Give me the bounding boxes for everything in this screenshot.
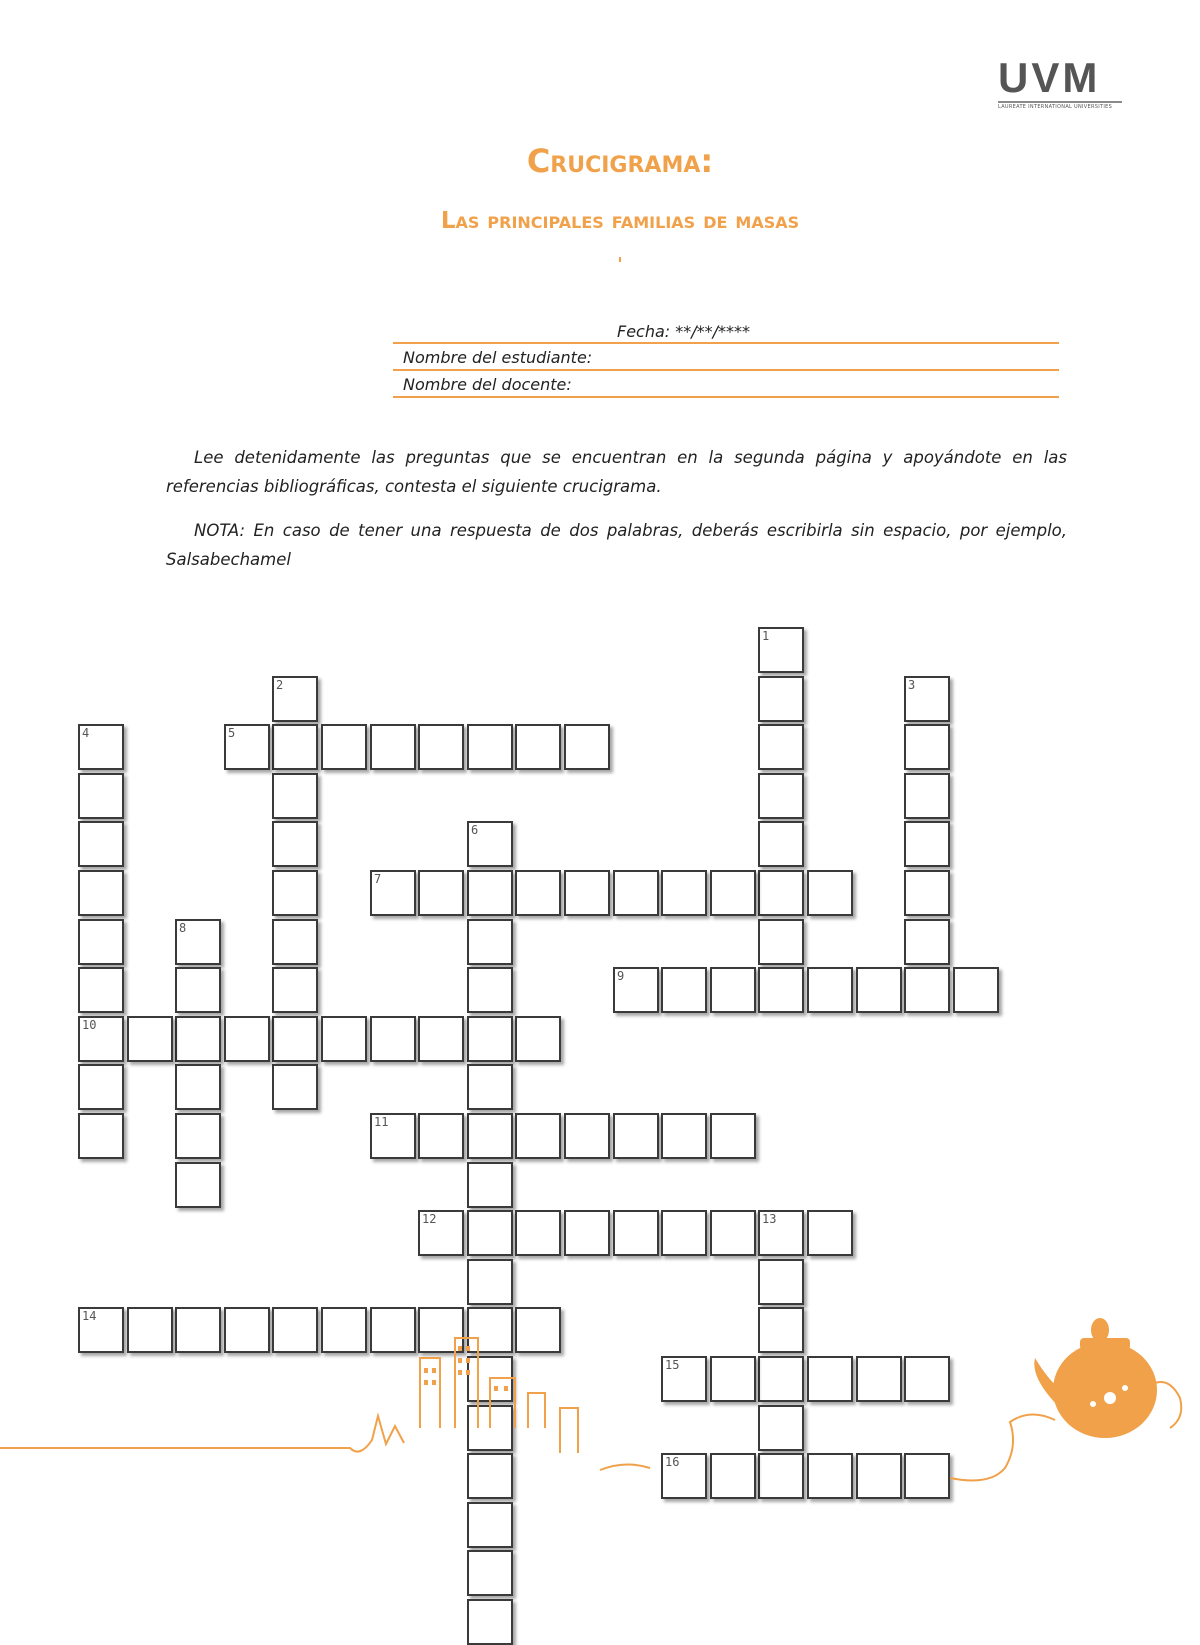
crossword-cell[interactable]: [272, 870, 318, 916]
crossword-cell[interactable]: [321, 1016, 367, 1062]
uvm-logo: [998, 54, 1122, 110]
crossword-cell[interactable]: [758, 967, 804, 1013]
clue-number: 4: [82, 726, 90, 740]
crossword-cell[interactable]: [78, 870, 124, 916]
instructions-paragraph: Lee detenidamente las preguntas que se encuentran en la segunda página y apoyándote en las referencias bibliográficas, contesta el siguiente crucigrama.: [166, 448, 1067, 496]
clue-number: 14: [82, 1309, 97, 1323]
crossword-cell[interactable]: [904, 919, 950, 965]
crossword-cell[interactable]: [370, 870, 416, 916]
crossword-cell[interactable]: [78, 967, 124, 1013]
clue-number: 13: [762, 1212, 777, 1226]
crossword-cell[interactable]: [758, 1210, 804, 1256]
crossword-cell[interactable]: [175, 1016, 221, 1062]
crossword-cell[interactable]: [710, 1210, 756, 1256]
crossword-cell[interactable]: [175, 1064, 221, 1110]
clue-number: 8: [179, 921, 187, 935]
crossword-cell[interactable]: [758, 627, 804, 673]
crossword-cell[interactable]: [467, 1162, 513, 1208]
crossword-cell[interactable]: [78, 919, 124, 965]
crossword-cell[interactable]: [127, 1016, 173, 1062]
crossword-cell[interactable]: [904, 773, 950, 819]
teacher-name-field[interactable]: Nombre del docente:: [393, 371, 1059, 398]
crossword-cell[interactable]: [758, 821, 804, 867]
clue-number: 15: [665, 1358, 680, 1372]
crossword-cell[interactable]: [564, 724, 610, 770]
crossword-cell[interactable]: [710, 870, 756, 916]
clue-number: 5: [228, 726, 236, 740]
crossword-cell[interactable]: [661, 1210, 707, 1256]
crossword-cell[interactable]: [224, 1016, 270, 1062]
crossword-cell[interactable]: [613, 967, 659, 1013]
clue-number: 16: [665, 1455, 680, 1469]
crossword-cell[interactable]: [370, 1113, 416, 1159]
clue-number: 12: [422, 1212, 437, 1226]
crossword-cell[interactable]: [418, 1016, 464, 1062]
crossword-cell[interactable]: [758, 919, 804, 965]
crossword-cell[interactable]: [418, 1210, 464, 1256]
clue-number: 10: [82, 1018, 97, 1032]
clue-number: 3: [908, 678, 916, 692]
clue-number: 1: [762, 629, 770, 643]
crossword-cell[interactable]: [78, 821, 124, 867]
crossword-cell[interactable]: [807, 1210, 853, 1256]
crossword-cell[interactable]: [175, 1162, 221, 1208]
page-title: Crucigrama:: [526, 142, 714, 180]
crossword-cell[interactable]: [467, 1113, 513, 1159]
date-field[interactable]: Fecha: **/**/****: [393, 318, 1059, 344]
crossword-cell[interactable]: [807, 870, 853, 916]
crossword-cell[interactable]: [515, 724, 561, 770]
crossword-cell[interactable]: [78, 1113, 124, 1159]
crossword-cell[interactable]: [78, 1064, 124, 1110]
crossword-cell[interactable]: [418, 1113, 464, 1159]
crossword-cell[interactable]: [758, 773, 804, 819]
crossword-cell[interactable]: [370, 1016, 416, 1062]
crossword-cell[interactable]: [272, 773, 318, 819]
crossword-cell[interactable]: [467, 1016, 513, 1062]
crossword-cell[interactable]: [515, 1113, 561, 1159]
crossword-cell[interactable]: [321, 724, 367, 770]
crossword-cell[interactable]: [904, 821, 950, 867]
crossword-cell[interactable]: [758, 1259, 804, 1305]
crossword-cell[interactable]: [467, 1599, 513, 1645]
crossword-cell[interactable]: [78, 773, 124, 819]
crossword-cell[interactable]: [758, 870, 804, 916]
crossword-cell[interactable]: [175, 1113, 221, 1159]
clue-number: 11: [374, 1115, 389, 1129]
crossword-cell[interactable]: [467, 919, 513, 965]
crossword-cell[interactable]: [661, 870, 707, 916]
crossword-cell[interactable]: [904, 724, 950, 770]
clue-number: 2: [276, 678, 284, 692]
crossword-cell[interactable]: [758, 676, 804, 722]
crossword-cell[interactable]: [272, 1064, 318, 1110]
crossword-cell[interactable]: [175, 919, 221, 965]
crossword-cell[interactable]: [272, 919, 318, 965]
crossword-cell[interactable]: [467, 1259, 513, 1305]
crossword-cell[interactable]: [467, 724, 513, 770]
logo-divider: [998, 101, 1122, 103]
crossword-cell[interactable]: [515, 1210, 561, 1256]
note-paragraph: NOTA: En caso de tener una respuesta de dos palabras, deberás escribirla sin espacio, por ejemplo, Salsabechamel: [166, 521, 1067, 569]
crossword-cell[interactable]: [78, 1016, 124, 1062]
crossword-cell[interactable]: [564, 1113, 610, 1159]
crossword-cell[interactable]: [467, 821, 513, 867]
clue-number: 7: [374, 872, 382, 886]
crossword-cell[interactable]: [272, 821, 318, 867]
crossword-cell[interactable]: [856, 967, 902, 1013]
crossword-cell[interactable]: [564, 870, 610, 916]
crossword-cell[interactable]: [953, 967, 999, 1013]
crossword-cell[interactable]: [272, 676, 318, 722]
crossword-cell[interactable]: [272, 967, 318, 1013]
crossword-cell[interactable]: [515, 870, 561, 916]
crossword-cell[interactable]: [710, 967, 756, 1013]
city-teapot-decoration: [0, 1318, 1200, 1553]
crossword-cell[interactable]: [904, 967, 950, 1013]
crossword-cell[interactable]: [418, 870, 464, 916]
crossword-cell[interactable]: [904, 870, 950, 916]
crossword-cell[interactable]: [661, 967, 707, 1013]
crossword-cell[interactable]: [710, 1113, 756, 1159]
crossword-cell[interactable]: [175, 967, 221, 1013]
crossword-cell[interactable]: [418, 724, 464, 770]
crossword-cell[interactable]: [272, 724, 318, 770]
crossword-cell[interactable]: [78, 724, 124, 770]
decorative-dot: [619, 257, 621, 262]
page-subtitle: Las principales familias de masas: [440, 208, 800, 234]
crossword-cell[interactable]: [661, 1113, 707, 1159]
clue-number: 6: [471, 823, 479, 837]
crossword-cell[interactable]: [904, 676, 950, 722]
crossword-cell[interactable]: [370, 724, 416, 770]
crossword-cell[interactable]: [613, 1113, 659, 1159]
crossword-cell[interactable]: [224, 724, 270, 770]
clue-number: 9: [617, 969, 625, 983]
crossword-cell[interactable]: [758, 724, 804, 770]
crossword-cell[interactable]: [272, 1016, 318, 1062]
student-name-field[interactable]: Nombre del estudiante:: [393, 344, 1059, 371]
crossword-cell[interactable]: [467, 1064, 513, 1110]
crossword-cell[interactable]: [564, 1210, 610, 1256]
crossword-cell[interactable]: [467, 1210, 513, 1256]
crossword-cell[interactable]: [467, 1550, 513, 1596]
crossword-cell[interactable]: [807, 967, 853, 1013]
crossword-cell[interactable]: [613, 1210, 659, 1256]
crossword-cell[interactable]: [515, 1016, 561, 1062]
student-info-form: [393, 318, 1059, 398]
crossword-cell[interactable]: [467, 870, 513, 916]
logo-text: UVM: [998, 54, 1101, 101]
crossword-cell[interactable]: [467, 967, 513, 1013]
logo-subtext: LAUREATE INTERNATIONAL UNIVERSITIES: [998, 104, 1113, 110]
crossword-cell[interactable]: [613, 870, 659, 916]
